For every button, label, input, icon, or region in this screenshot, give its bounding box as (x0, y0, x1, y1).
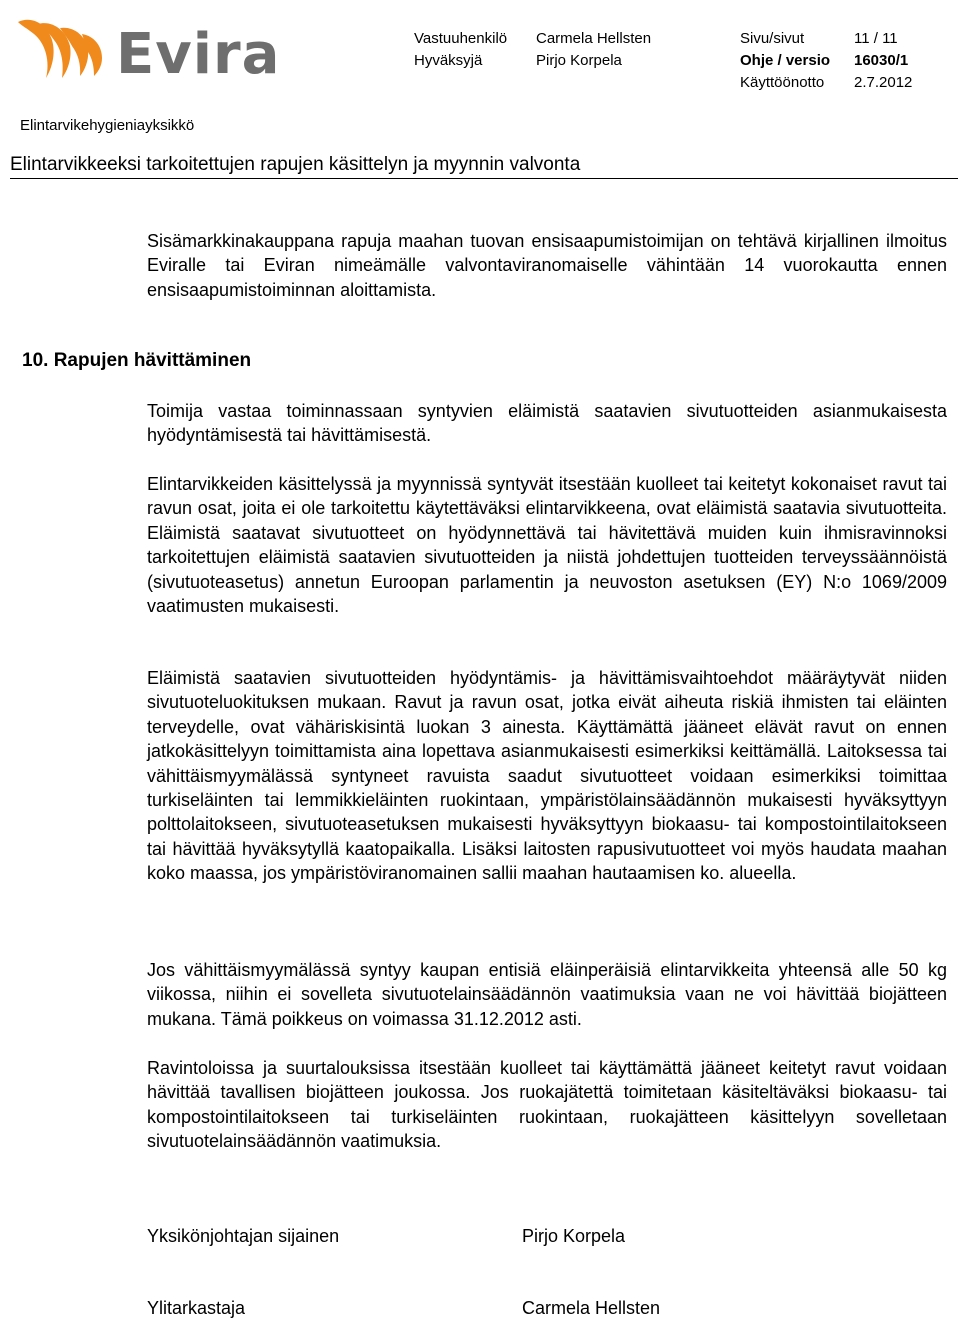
logo-text: Evira (116, 22, 281, 87)
approver-label: Hyväksyjä (414, 52, 483, 69)
signature-role-2: Ylitarkastaja (147, 1298, 246, 1318)
paragraph-2: Elintarvikkeiden käsittelyssä ja myynnissä syntyvät itsestään kuolleet tai keitetyt kokonaiset ravut tai ravun osat, joita ei ole tarkoitettu käytettäväksi elintarvikkeena, ovat eläimistä saatavia sivutuotteita. Eläimistä saatavat sivutuotteet on hyödynnettävä tai hävitettävä muiden kuin ihmisravinnoksi tarkoitettujen eläimistä saatavien sivutuotteiden ja niistä johdettujen tuotteiden terveyssäännöistä (sivutuoteasetus) annetun Euroopan parlamentin ja neuvoston asetuksen (EY) N:o 1069/2009 vaatimusten mukaisesti. (147, 474, 947, 617)
intro-paragraph: Sisämarkkinakauppana rapuja maahan tuovan ensisaapumistoimijan on tehtävä kirjallinen ilmoitus Eviralle tai Eviran nimeämälle valvontaviranomaiselle vähintään 14 vuorokautta ennen ensisaapumistoiminnan aloittamista. (147, 231, 947, 300)
paragraph-5-block (147, 1056, 947, 1154)
paragraph-1-block (147, 399, 947, 448)
document-title: Elintarvikkeeksi tarkoitettujen rapujen käsittelyn ja myynnin valvonta (10, 154, 581, 175)
paragraph-1: Toimija vastaa toiminnassaan syntyvien eläimistä saatavien sivutuotteiden asianmukaisesta hyödyntämisestä tai hävittämisestä. (147, 401, 947, 446)
responsible-label: Vastuuhenkilö (414, 30, 508, 47)
header-divider (10, 178, 958, 179)
intro-paragraph-block (147, 229, 947, 302)
paragraph-2-block (147, 472, 947, 618)
page-label: Sivu/sivut (740, 30, 805, 47)
paragraph-4-block (147, 958, 947, 1031)
page-value: 11 / 11 (854, 30, 898, 47)
evira-logo (12, 14, 281, 92)
approver-value: Pirjo Korpela (536, 52, 622, 69)
paragraph-3: Eläimistä saatavien sivutuotteiden hyödyntämis- ja hävittämisvaihtoehdot määräytyvät niiden sivutuoteluokituksen mukaan. Ravut ja ravun osat, jotka eivät aiheuta riskiä ihmisten tai eläinten terveydelle, ovat vähäriskisintä luokan 3 ainesta. Käyttämättä jääneet elävät ravut on ennen jatkokäsittelyyn toimittamista aina lopettava asianmukaisesti esimerkiksi keittämällä. Laitoksessa tai vähittäismyymälässä syntyneet ravuista saadut sivutuotteet voidaan esimerkiksi toimittaa turkiseläinten tai lemmikkieläinten ruokintaan, ympäristölainsäädännön mukaisesti hyväksyttyyn polttolaitokseen, sivutuoteasetuksen mukaisesti hyväksyttyyn biokaasu- tai kompostointilaitokseen tai hävittää hyväksytyllä kaatopaikalla. Lisäksi laitosten rapusivutuotteet voi myös haudata maahan koko maassa, jos ympäristöviranomainen sallii maahan hautaamisen ko. alueella. (147, 668, 947, 884)
responsible-value: Carmela Hellsten (536, 30, 652, 47)
version-label: Ohje / versio (740, 52, 831, 69)
signature-name-1: Pirjo Korpela (522, 1226, 626, 1246)
unit-name: Elintarvikehygieniayksikkö (20, 117, 195, 134)
paragraph-5: Ravintoloissa ja suurtalouksissa itsestään kuolleet tai käyttämättä jääneet keitetyt ravut voidaan hävittää tavallisen biojätteen joukossa. Jos ruokajätettä toimitetaan käsiteltäväksi biokaasu- tai kompostointilaitokseen tai turkiseläinten ruokintaan, ruokajätteen käsittelyyn sovelletaan sivutuotelainsäädännön vaatimuksia. (147, 1058, 947, 1152)
section-heading: 10. Rapujen hävittäminen (22, 350, 252, 371)
signature-name-2: Carmela Hellsten (522, 1298, 661, 1318)
adoption-value: 2.7.2012 (854, 74, 913, 91)
signature-role-1: Yksikönjohtajan sijainen (147, 1226, 340, 1246)
version-value: 16030/1 (854, 52, 909, 69)
adoption-label: Käyttöönotto (740, 74, 825, 91)
paragraph-4: Jos vähittäismyymälässä syntyy kaupan entisiä eläinperäisiä elintarvikkeita yhteensä alle 50 kg viikossa, niihin ei sovelleta sivutuotelainsäädännön vaatimuksia vaan ne voi hävittää biojätteen mukana. Tämä poikkeus on voimassa 31.12.2012 asti. (147, 960, 947, 1029)
paragraph-3-block (147, 666, 947, 886)
